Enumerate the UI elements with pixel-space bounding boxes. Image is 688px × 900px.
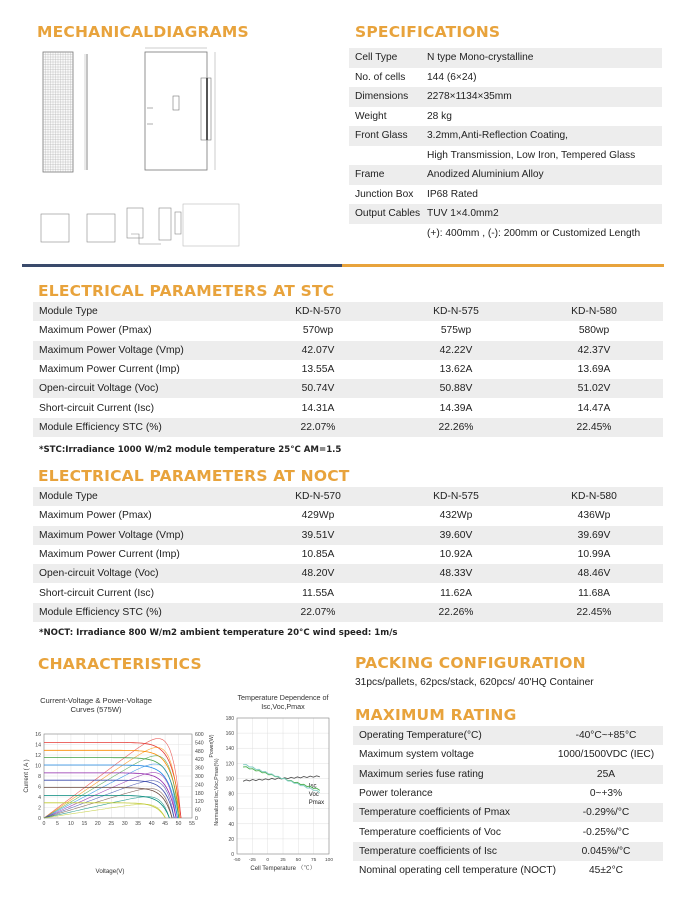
y-tick-label: 10 bbox=[35, 763, 41, 770]
chart-title-line1: Current-Voltage & Power-Voltage bbox=[40, 696, 152, 705]
rating-row bbox=[353, 861, 663, 880]
table-row bbox=[33, 526, 663, 545]
specifications-table bbox=[349, 48, 662, 243]
temperature-chart bbox=[205, 690, 345, 880]
param-value: 13.62A bbox=[439, 364, 473, 376]
divider-navy bbox=[22, 264, 342, 267]
y-tick-label: 6 bbox=[38, 784, 41, 791]
rating-value: 1000/1500VDC (IEC) bbox=[557, 749, 655, 761]
mechanical-title: MECHANICALDIAGRAMS bbox=[37, 23, 249, 41]
spec-value: 144 (6×24) bbox=[427, 71, 477, 83]
spec-key: Frame bbox=[355, 169, 385, 181]
spec-value: TUV 1×4.0mm2 bbox=[427, 208, 499, 220]
chart-title-line2: Isc,Voc,Pmax bbox=[261, 702, 305, 711]
stc-title: ELECTRICAL PARAMETERS AT STC bbox=[38, 282, 335, 300]
table-header-row bbox=[33, 487, 663, 506]
param-value: 570wp bbox=[302, 325, 334, 337]
x-tick-label: -50 bbox=[233, 858, 241, 863]
spec-row bbox=[349, 146, 662, 166]
y2-tick-label: 360 bbox=[195, 765, 204, 772]
specifications-title: SPECIFICATIONS bbox=[355, 23, 501, 41]
param-name: Short-circuit Current (Isc) bbox=[39, 402, 155, 414]
x-axis-label: Cell Temperature （℃） bbox=[250, 866, 316, 872]
param-value: 13.55A bbox=[301, 364, 335, 376]
param-value: 580wp bbox=[578, 325, 610, 337]
y-axis-label: Current ( A ) bbox=[23, 759, 30, 793]
y-axis-label-top: Power(W) bbox=[209, 734, 215, 758]
x-tick-label: 45 bbox=[162, 821, 168, 827]
spec-key: Front Glass bbox=[355, 130, 408, 142]
rating-row bbox=[353, 842, 663, 861]
table-row bbox=[33, 603, 663, 622]
param-name: Maximum Power Current (Imp) bbox=[39, 364, 180, 376]
y-tick-label: 140 bbox=[225, 746, 234, 753]
rating-value: -0.25%/°C bbox=[582, 826, 630, 838]
packing-text: 31pcs/pallets, 62pcs/stack, 620pcs/ 40'HQ Container bbox=[355, 677, 594, 688]
param-value: 48.33V bbox=[439, 568, 473, 580]
chart-title-line1: Temperature Dependence of bbox=[237, 693, 329, 702]
stc-table bbox=[33, 302, 663, 437]
param-value: 42.37V bbox=[577, 344, 611, 356]
param-value: 432Wp bbox=[439, 510, 473, 522]
y2-tick-label: 240 bbox=[195, 782, 204, 789]
x-tick-label: 15 bbox=[81, 821, 88, 827]
spec-value: N type Mono-crystalline bbox=[427, 52, 534, 64]
table-row bbox=[33, 321, 663, 340]
y-tick-label: 80 bbox=[228, 791, 234, 798]
spec-row bbox=[349, 185, 662, 205]
rating-row bbox=[353, 822, 663, 841]
spec-row bbox=[349, 107, 662, 127]
param-value: 11.68A bbox=[578, 587, 610, 599]
characteristics-title: CHARACTERISTICS bbox=[38, 655, 202, 673]
y-tick-label: 14 bbox=[35, 742, 41, 749]
rating-key: Maximum series fuse rating bbox=[359, 768, 484, 780]
rating-row bbox=[353, 765, 663, 784]
spec-key: Junction Box bbox=[355, 188, 414, 200]
table-row bbox=[33, 583, 663, 602]
max-rating-title: MAXIMUM RATING bbox=[355, 706, 517, 724]
param-name: Open-circuit Voltage (Voc) bbox=[39, 383, 159, 395]
spec-value: IP68 Rated bbox=[427, 188, 478, 200]
chart-title-line2: Curves (575W) bbox=[70, 705, 122, 714]
x-tick-label: -25 bbox=[248, 858, 256, 863]
param-value: 22.07% bbox=[300, 421, 336, 433]
rating-key: Nominal operating cell temperature (NOCT) bbox=[359, 865, 557, 877]
param-value: KD-N-580 bbox=[571, 306, 617, 318]
table-header-row bbox=[33, 302, 663, 321]
rating-row bbox=[353, 784, 663, 803]
x-tick-label: 50 bbox=[295, 858, 302, 863]
mechanical-drawings bbox=[35, 44, 335, 264]
y-tick-label: 16 bbox=[35, 732, 41, 738]
table-row bbox=[33, 545, 663, 564]
series-label: Pmax bbox=[308, 800, 325, 807]
param-name: Short-circuit Current (Isc) bbox=[39, 587, 155, 599]
param-value: 575wp bbox=[440, 325, 472, 337]
table-row bbox=[33, 564, 663, 583]
stc-note: *STC:Irradiance 1000 W/m2 module temperature 25°C AM=1.5 bbox=[39, 445, 342, 455]
rating-value: -40°C~+85°C bbox=[575, 730, 637, 742]
panel-side-drawing bbox=[85, 54, 87, 170]
y-tick-label: 40 bbox=[228, 821, 234, 828]
x-axis-label: Voltage(V) bbox=[95, 868, 125, 875]
y2-tick-label: 120 bbox=[195, 799, 204, 806]
param-value: KD-N-580 bbox=[571, 491, 617, 503]
rating-value: 45±2°C bbox=[588, 865, 624, 877]
spec-row bbox=[349, 224, 662, 244]
x-tick-label: 100 bbox=[324, 858, 334, 863]
table-row bbox=[33, 341, 663, 360]
x-tick-label: 25 bbox=[280, 858, 286, 863]
spec-row bbox=[349, 68, 662, 88]
param-value: KD-N-575 bbox=[433, 306, 479, 318]
param-value: 22.26% bbox=[438, 421, 474, 433]
spec-row bbox=[349, 87, 662, 107]
param-value: 39.69V bbox=[577, 529, 611, 541]
rating-value: -0.29%/°C bbox=[582, 807, 630, 819]
param-value: 14.47A bbox=[577, 402, 611, 414]
spec-key: Weight bbox=[355, 110, 387, 122]
spec-value: (+): 400mm , (-): 200mm or Customized Length bbox=[427, 227, 641, 239]
spec-value: 2278×1134×35mm bbox=[427, 91, 512, 103]
param-value: 14.39A bbox=[439, 402, 473, 414]
y-tick-label: 0 bbox=[38, 816, 41, 822]
x-tick-label: 25 bbox=[108, 821, 115, 827]
x-tick-label: 50 bbox=[175, 821, 182, 827]
table-row bbox=[33, 506, 663, 525]
y2-tick-label: 300 bbox=[195, 774, 204, 780]
spec-row bbox=[349, 165, 662, 185]
rating-key: Temperature coefficients of Voc bbox=[359, 826, 501, 838]
packing-title: PACKING CONFIGURATION bbox=[355, 654, 586, 672]
param-value: 436Wp bbox=[577, 510, 611, 522]
y-tick-label: 100 bbox=[225, 776, 234, 783]
y-tick-label: 20 bbox=[228, 836, 234, 843]
y2-tick-label: 60 bbox=[195, 807, 201, 814]
y2-tick-label: 0 bbox=[195, 816, 198, 822]
panel-front-drawing bbox=[43, 52, 73, 172]
rating-value: 0.045%/°C bbox=[581, 845, 631, 857]
param-value: 39.60V bbox=[439, 529, 473, 541]
param-name: Maximum Power Current (Imp) bbox=[39, 549, 180, 561]
rating-key: Temperature coefficients of Isc bbox=[359, 845, 497, 857]
spec-row bbox=[349, 204, 662, 224]
param-value: 48.20V bbox=[301, 568, 335, 580]
param-value: 10.92A bbox=[439, 549, 473, 561]
param-name: Module Efficiency STC (%) bbox=[39, 606, 162, 618]
spec-row bbox=[349, 48, 662, 68]
param-name: Maximum Power (Pmax) bbox=[39, 510, 152, 522]
noct-note: *NOCT: Irradiance 800 W/m2 ambient temperature 20°C wind speed: 1m/s bbox=[39, 628, 398, 638]
y-tick-label: 180 bbox=[225, 716, 234, 722]
y2-tick-label: 420 bbox=[195, 757, 204, 764]
spec-row bbox=[349, 126, 662, 146]
x-tick-label: 35 bbox=[135, 821, 142, 827]
spec-value: 28 kg bbox=[427, 110, 452, 122]
x-tick-label: 10 bbox=[68, 821, 74, 827]
rating-row bbox=[353, 803, 663, 822]
spec-key: Cell Type bbox=[355, 52, 398, 64]
y-tick-label: 2 bbox=[38, 805, 41, 812]
rating-key: Maximum system voltage bbox=[359, 749, 474, 761]
table-row bbox=[33, 360, 663, 379]
y2-tick-label: 600 bbox=[195, 732, 204, 738]
param-value: 11.55A bbox=[302, 587, 334, 599]
param-name: Module Type bbox=[39, 491, 98, 503]
param-value: 11.62A bbox=[440, 587, 472, 599]
y-tick-label: 0 bbox=[231, 852, 234, 858]
param-name: Module Type bbox=[39, 306, 98, 318]
y-axis-label: Normalized Isc,Voc,Pmax(%) bbox=[214, 758, 220, 826]
param-value: 22.45% bbox=[576, 421, 612, 433]
param-value: 50.88V bbox=[439, 383, 473, 395]
y-tick-label: 60 bbox=[228, 806, 234, 813]
table-row bbox=[33, 398, 663, 417]
param-value: KD-N-570 bbox=[295, 491, 341, 503]
rating-row bbox=[353, 726, 663, 745]
y-tick-label: 8 bbox=[38, 774, 41, 780]
x-tick-label: 0 bbox=[42, 821, 46, 827]
x-tick-label: 55 bbox=[189, 821, 195, 827]
param-value: 50.74V bbox=[301, 383, 335, 395]
rating-key: Temperature coefficients of Pmax bbox=[359, 807, 510, 819]
spec-value: Anodized Aluminium Alloy bbox=[427, 169, 544, 181]
param-value: 22.45% bbox=[576, 606, 612, 618]
spec-key: No. of cells bbox=[355, 71, 406, 83]
rating-key: Operating Temperature(°C) bbox=[359, 730, 482, 742]
y-tick-label: 4 bbox=[38, 795, 41, 801]
y-tick-label: 160 bbox=[225, 731, 234, 738]
param-value: 42.22V bbox=[439, 344, 473, 356]
section-drawings bbox=[41, 204, 239, 246]
param-value: 429Wp bbox=[301, 510, 335, 522]
param-value: 22.26% bbox=[438, 606, 474, 618]
param-value: 22.07% bbox=[300, 606, 336, 618]
table-row bbox=[33, 418, 663, 437]
param-name: Open-circuit Voltage (Voc) bbox=[39, 568, 159, 580]
x-tick-label: 5 bbox=[56, 821, 59, 827]
iv-pv-chart bbox=[14, 690, 214, 885]
y-tick-label: 120 bbox=[225, 761, 234, 768]
spec-key: Dimensions bbox=[355, 91, 409, 103]
y2-tick-label: 180 bbox=[195, 790, 204, 797]
param-name: Maximum Power Voltage (Vmp) bbox=[39, 344, 184, 356]
rating-value: 25A bbox=[596, 768, 616, 780]
param-value: 14.31A bbox=[301, 402, 335, 414]
param-name: Maximum Power (Pmax) bbox=[39, 325, 152, 337]
max-rating-table bbox=[353, 726, 663, 880]
param-value: 10.85A bbox=[301, 549, 335, 561]
series-label: Voc bbox=[308, 791, 319, 798]
rating-key: Power tolerance bbox=[359, 788, 433, 800]
param-value: 13.69A bbox=[577, 364, 611, 376]
y-tick-label: 12 bbox=[35, 753, 41, 759]
x-tick-label: 20 bbox=[94, 821, 101, 827]
y2-tick-label: 480 bbox=[195, 748, 204, 755]
spec-key: Output Cables bbox=[355, 208, 421, 220]
pv-curve bbox=[44, 764, 178, 818]
noct-table bbox=[33, 487, 663, 622]
param-value: KD-N-575 bbox=[433, 491, 479, 503]
param-value: 48.46V bbox=[577, 568, 611, 580]
rating-value: 0~+3% bbox=[589, 788, 623, 800]
noct-title: ELECTRICAL PARAMETERS AT NOCT bbox=[38, 467, 350, 485]
y2-tick-label: 540 bbox=[195, 740, 204, 747]
x-tick-label: 30 bbox=[121, 821, 128, 827]
spec-value: High Transmission, Low Iron, Tempered Glass bbox=[427, 149, 636, 161]
iv-curve bbox=[44, 803, 165, 818]
param-value: 10.99A bbox=[577, 549, 611, 561]
param-name: Maximum Power Voltage (Vmp) bbox=[39, 529, 184, 541]
rating-row bbox=[353, 745, 663, 764]
spec-value: 3.2mm,Anti-Reflection Coating, bbox=[427, 130, 568, 142]
x-tick-label: 75 bbox=[310, 858, 317, 863]
series-label: Isc bbox=[308, 783, 317, 790]
param-value: 51.02V bbox=[577, 383, 611, 395]
x-tick-label: 0 bbox=[266, 858, 270, 863]
param-value: KD-N-570 bbox=[295, 306, 341, 318]
panel-back-drawing bbox=[145, 48, 215, 170]
param-name: Module Efficiency STC (%) bbox=[39, 421, 162, 433]
table-row bbox=[33, 379, 663, 398]
x-tick-label: 40 bbox=[148, 821, 155, 827]
divider-orange bbox=[342, 264, 664, 267]
param-value: 39.51V bbox=[301, 529, 335, 541]
param-value: 42.07V bbox=[301, 344, 335, 356]
